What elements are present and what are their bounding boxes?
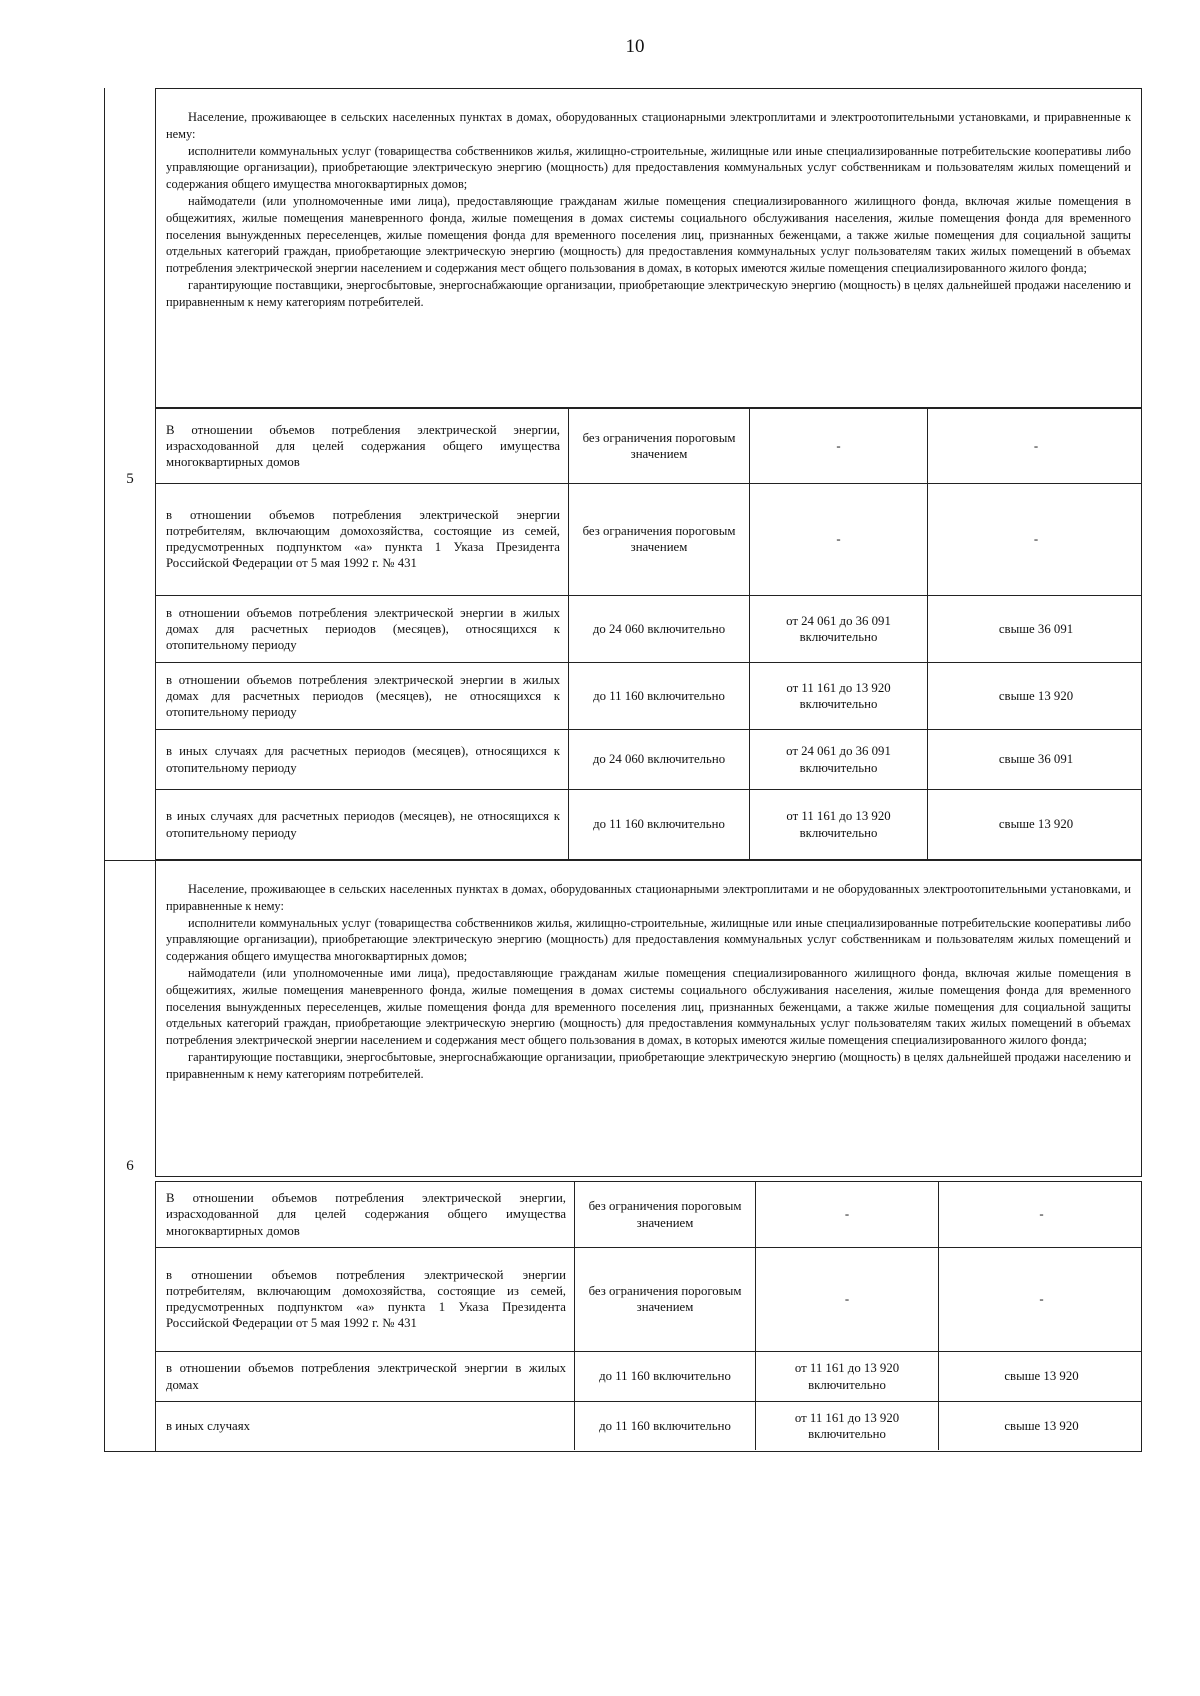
- table-row: [156, 483, 1141, 596]
- row-threshold-2: от 24 061 до 36 091 включительно: [749, 596, 927, 662]
- row-description: в отношении объемов потребления электрической энергии в жилых домах для расчетных периодов (месяцев), относящихся к отопительному периоду: [166, 605, 560, 653]
- row-threshold-2: от 11 161 до 13 920 включительно: [749, 790, 927, 859]
- row-threshold-3: -: [938, 1247, 1144, 1351]
- row-threshold-3: -: [927, 483, 1144, 595]
- row-threshold-3: свыше 13 920: [927, 663, 1144, 729]
- table-row: [156, 730, 1141, 790]
- row-description: в отношении объемов потребления электрической энергии потребителям, включающим домохозяйства, состоящие из семей, предусмотренных подпунктом «а» пункта 1 Указа Президента Российской Федерации от 5 мая 1992 г. № 431: [166, 507, 560, 571]
- row-threshold-2: от 11 161 до 13 920 включительно: [755, 1402, 938, 1450]
- row-description: в отношении объемов потребления электрической энергии в жилых домах для расчетных периодов (месяцев), не относящихся к отопительному периоду: [166, 672, 560, 720]
- row-threshold-1: до 11 160 включительно: [574, 1402, 755, 1450]
- intro-paragraph: Население, проживающее в сельских населенных пунктах в домах, оборудованных стационарными электроплитами и электроотопительными установками, и приравненные к нему:: [166, 110, 1131, 141]
- row-threshold-3: свыше 13 920: [938, 1352, 1144, 1401]
- table-row: [156, 1402, 1141, 1450]
- row-threshold-2: -: [749, 409, 927, 483]
- row-threshold-2: от 24 061 до 36 091 включительно: [749, 730, 927, 789]
- row-threshold-2: от 11 161 до 13 920 включительно: [755, 1352, 938, 1401]
- section-intro: [155, 861, 1142, 1177]
- intro-paragraph: гарантирующие поставщики, энергосбытовые, энергоснабжающие организации, приобретающие электрическую энергию (мощность) в целях дальнейшей продажи населению и приравненным к нему категориям потребителей.: [166, 1049, 1131, 1081]
- intro-paragraph: гарантирующие поставщики, энергосбытовые, энергоснабжающие организации, приобретающие электрическую энергию (мощность) в целях дальнейшей продажи населению и приравненным к нему категориям потребителей.: [166, 277, 1131, 309]
- row-threshold-1: до 11 160 включительно: [568, 790, 749, 859]
- row-threshold-1: до 24 060 включительно: [568, 730, 749, 789]
- row-threshold-1: до 11 160 включительно: [568, 663, 749, 729]
- row-threshold-2: -: [755, 1182, 938, 1247]
- table-row: [156, 790, 1141, 860]
- intro-paragraph: наймодатели (или уполномоченные ими лица), предоставляющие гражданам жилые помещения специализированного жилищного фонда, включая жилые помещения в общежитиях, жилые помещения маневренного фонда, жилые помещения в домах системы социального обслуживания населения, жилые помещения фонда для временного поселения вынужденных переселенцев, жилые помещения фонда для временного поселения лиц, признанных беженцами, а также жилые помещения для социальной защиты отдельных категорий граждан, приобретающие электрическую энергию (мощность) для предоставления коммунальных услуг пользователям таких жилых помещений в объемах потребления электрической энергии населением и содержания мест общего пользования в домах, в которых имеются жилые помещения специализированного жилого фонда;: [166, 193, 1131, 276]
- row-threshold-3: -: [938, 1182, 1144, 1247]
- section-5: [104, 88, 1142, 860]
- section-6: [104, 860, 1142, 1452]
- row-description: В отношении объемов потребления электрической энергии, израсходованной для целей содержания общего имущества многоквартирных домов: [166, 422, 560, 470]
- intro-paragraph: наймодатели (или уполномоченные ими лица), предоставляющие гражданам жилые помещения специализированного жилищного фонда, включая жилые помещения в общежитиях, жилые помещения маневренного фонда, жилые помещения в домах системы социального обслуживания населения, жилые помещения фонда для временного поселения вынужденных переселенцев, жилые помещения фонда для временного поселения лиц, признанных беженцами, а также жилые помещения для социальной защиты отдельных категорий граждан, приобретающие электрическую энергию (мощность) для предоставления коммунальных услуг пользователям таких жилых помещений в объемах потребления электрической энергии населением и содержания мест общего пользования в домах, в которых имеются жилые помещения специализированного жилого фонда;: [166, 965, 1131, 1048]
- row-threshold-1: без ограничения пороговым значением: [568, 409, 749, 483]
- row-threshold-1: без ограничения пороговым значением: [574, 1247, 755, 1351]
- page-number: 10: [625, 36, 645, 57]
- row-threshold-3: свыше 13 920: [938, 1402, 1144, 1450]
- row-threshold-1: без ограничения пороговым значением: [568, 483, 749, 595]
- section-number: 5: [126, 471, 134, 487]
- table-row: [156, 596, 1141, 663]
- row-threshold-2: от 11 161 до 13 920 включительно: [749, 663, 927, 729]
- table-row: [156, 408, 1141, 484]
- row-description: в иных случаях для расчетных периодов (месяцев), не относящихся к отопительному периоду: [166, 809, 560, 840]
- row-description: в отношении объемов потребления электрической энергии в жилых домах: [166, 1361, 566, 1392]
- row-threshold-2: -: [755, 1247, 938, 1351]
- row-threshold-1: без ограничения пороговым значением: [574, 1182, 755, 1247]
- intro-paragraph: исполнители коммунальных услуг (товарищества собственников жилья, жилищно-строительные, жилищные или иные специализированные потребительские кооперативы либо управляющие организации), приобретающие электрическую энергию (мощность) для предоставления коммунальных услуг собственникам и пользователям жилых помещений и содержания общего имущества многоквартирных домов;: [166, 915, 1131, 964]
- section-intro: [155, 88, 1142, 408]
- table-row: [156, 1352, 1141, 1402]
- table-row: [156, 663, 1141, 730]
- row-description: В отношении объемов потребления электрической энергии, израсходованной для целей содержания общего имущества многоквартирных домов: [166, 1191, 566, 1238]
- row-threshold-3: свыше 13 920: [927, 790, 1144, 859]
- row-threshold-3: свыше 36 091: [927, 730, 1144, 789]
- table-row: [156, 1181, 1141, 1248]
- table-row: [156, 1247, 1141, 1352]
- section-number: 6: [126, 1158, 134, 1174]
- intro-paragraph: исполнители коммунальных услуг (товарищества собственников жилья, жилищно-строительные, жилищные или иные специализированные потребительские кооперативы либо управляющие организации), приобретающие электрическую энергию (мощность) для предоставления коммунальных услуг собственникам и пользователям жилых помещений и содержания общего имущества многоквартирных домов;: [166, 143, 1131, 192]
- tariff-table: [104, 88, 1142, 1452]
- row-threshold-3: -: [927, 409, 1144, 483]
- row-threshold-1: до 24 060 включительно: [568, 596, 749, 662]
- row-description: в иных случаях: [166, 1418, 250, 1433]
- intro-paragraph: Население, проживающее в сельских населенных пунктах в домах, оборудованных стационарными электроплитами и не оборудованных электроотопительными установками, и приравненные к нему:: [166, 882, 1131, 913]
- row-description: в иных случаях для расчетных периодов (месяцев), относящихся к отопительному периоду: [166, 744, 560, 775]
- row-description: в отношении объемов потребления электрической энергии потребителям, включающим домохозяйства, состоящие из семей, предусмотренных подпунктом «а» пункта 1 Указа Президента Российской Федерации от 5 мая 1992 г. № 431: [166, 1267, 566, 1331]
- row-threshold-3: свыше 36 091: [927, 596, 1144, 662]
- row-threshold-1: до 11 160 включительно: [574, 1352, 755, 1401]
- row-threshold-2: -: [749, 483, 927, 595]
